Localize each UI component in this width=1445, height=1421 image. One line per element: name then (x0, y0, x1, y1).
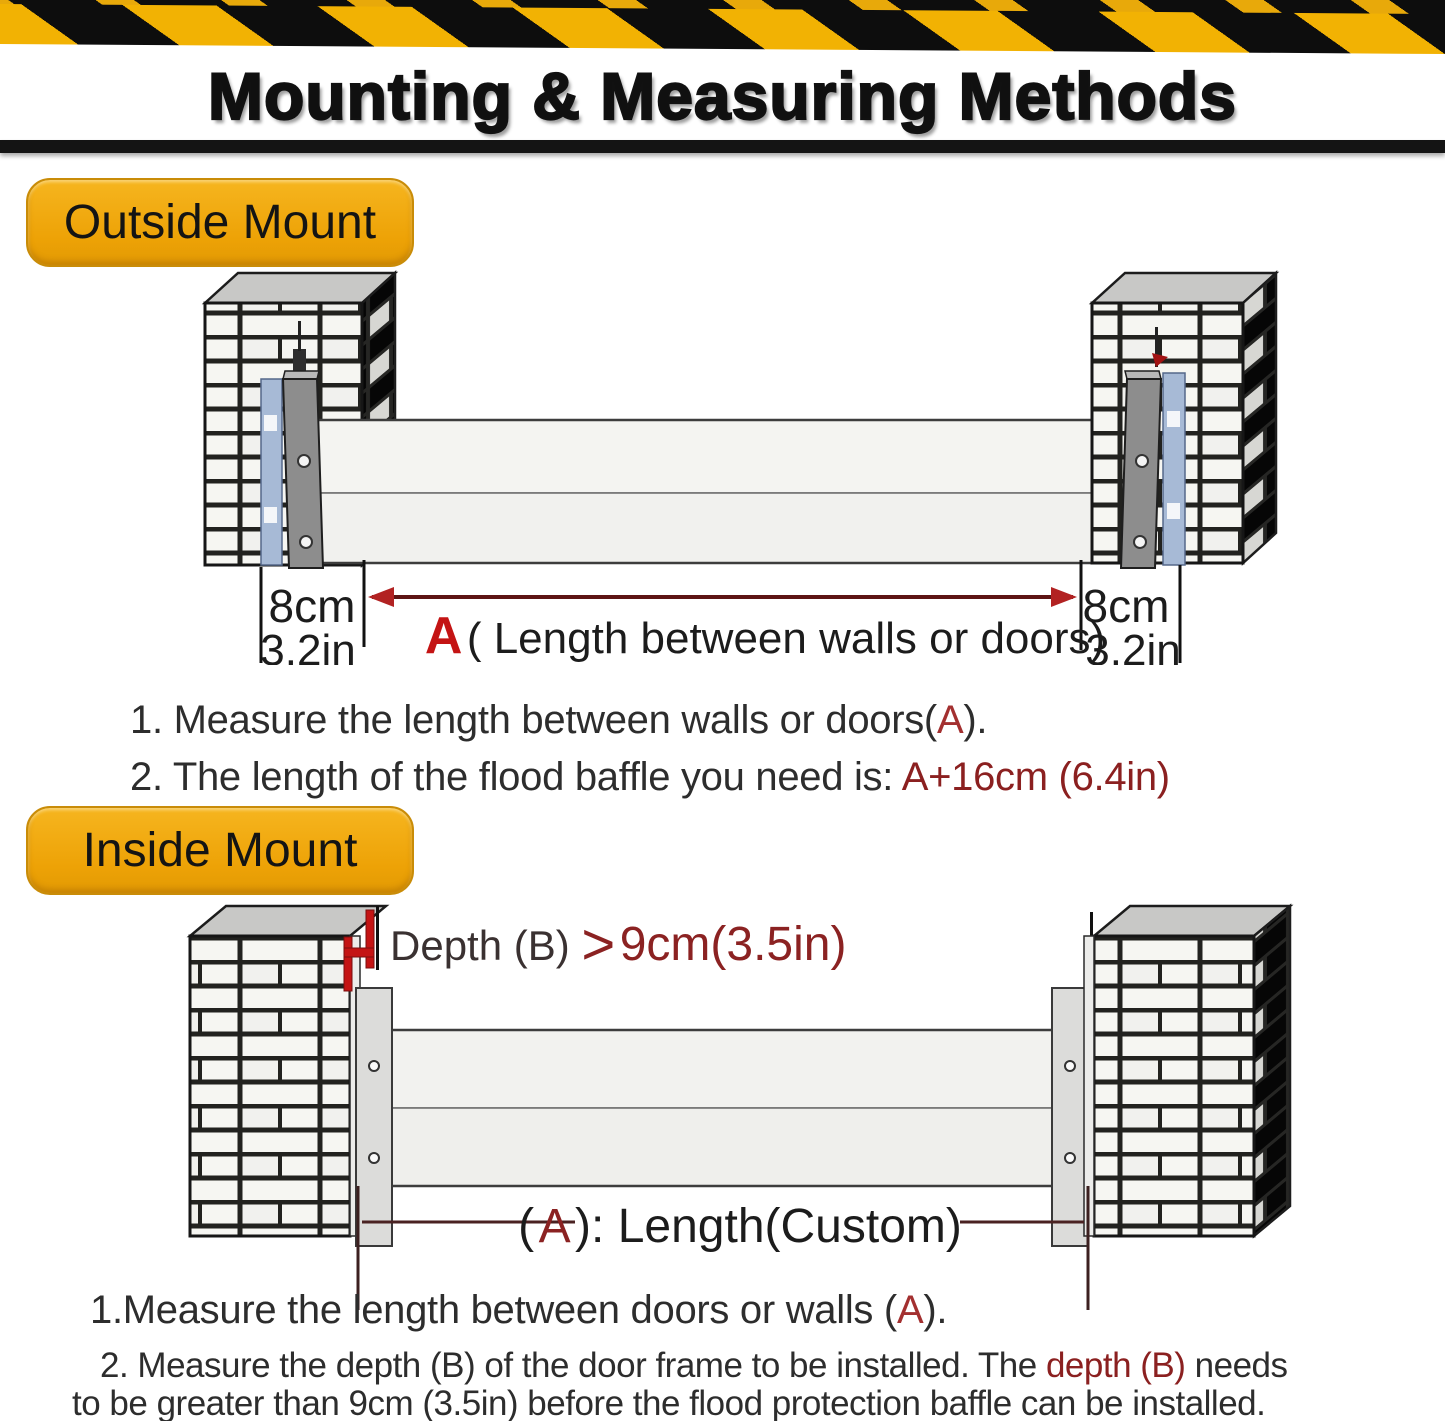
header-divider-bar (0, 140, 1445, 153)
length-custom-label: ( A ): Length(Custom) (518, 1200, 962, 1253)
inside-instruction-1: 1.Measure the length between doors or walls (A). (90, 1288, 948, 1332)
inside-mount-diagram (0, 890, 1445, 1325)
left-offset-cm: 8cm (268, 580, 356, 632)
inside-instruction-2-line1: 2. Measure the depth (B) of the door frame to be installed. The depth (B) needs (100, 1346, 1288, 1385)
flood-barrier-panels-inside (380, 1030, 1068, 1186)
arrowhead-right (1051, 587, 1077, 607)
inside-mount-badge (26, 806, 414, 895)
arrowhead-left (368, 587, 394, 607)
inside-channel-left (356, 988, 392, 1246)
span-length-label: A ( Length between walls or doors) (424, 607, 1106, 665)
page-title: Mounting & Measuring Methods (208, 59, 1237, 133)
right-offset-inch: 3.2in (1085, 626, 1181, 665)
inside-instruction-2-line2: to be greater than 9cm (3.5in) before the flood protection baffle can be installed. (72, 1384, 1266, 1421)
left-offset-inch: 3.2in (260, 626, 356, 665)
depth-label: Depth (B) > 9cm(3.5in) (390, 912, 847, 977)
brick-pillar-right-inside (1084, 906, 1290, 1236)
outside-mount-diagram (0, 265, 1445, 665)
outside-instruction-1: 1. Measure the length between walls or doors(A). (130, 698, 988, 742)
right-offset-cm: 8cm (1082, 580, 1170, 632)
inside-mount-badge-label: Inside Mount (82, 824, 358, 877)
outside-mount-badge (26, 178, 414, 267)
outside-instruction-2: 2. The length of the flood baffle you need is: A+16cm (6.4in) (130, 755, 1170, 799)
outside-measurement (260, 560, 1180, 665)
flood-barrier-panels-outside (310, 420, 1140, 563)
outside-mount-badge-label: Outside Mount (63, 196, 377, 249)
